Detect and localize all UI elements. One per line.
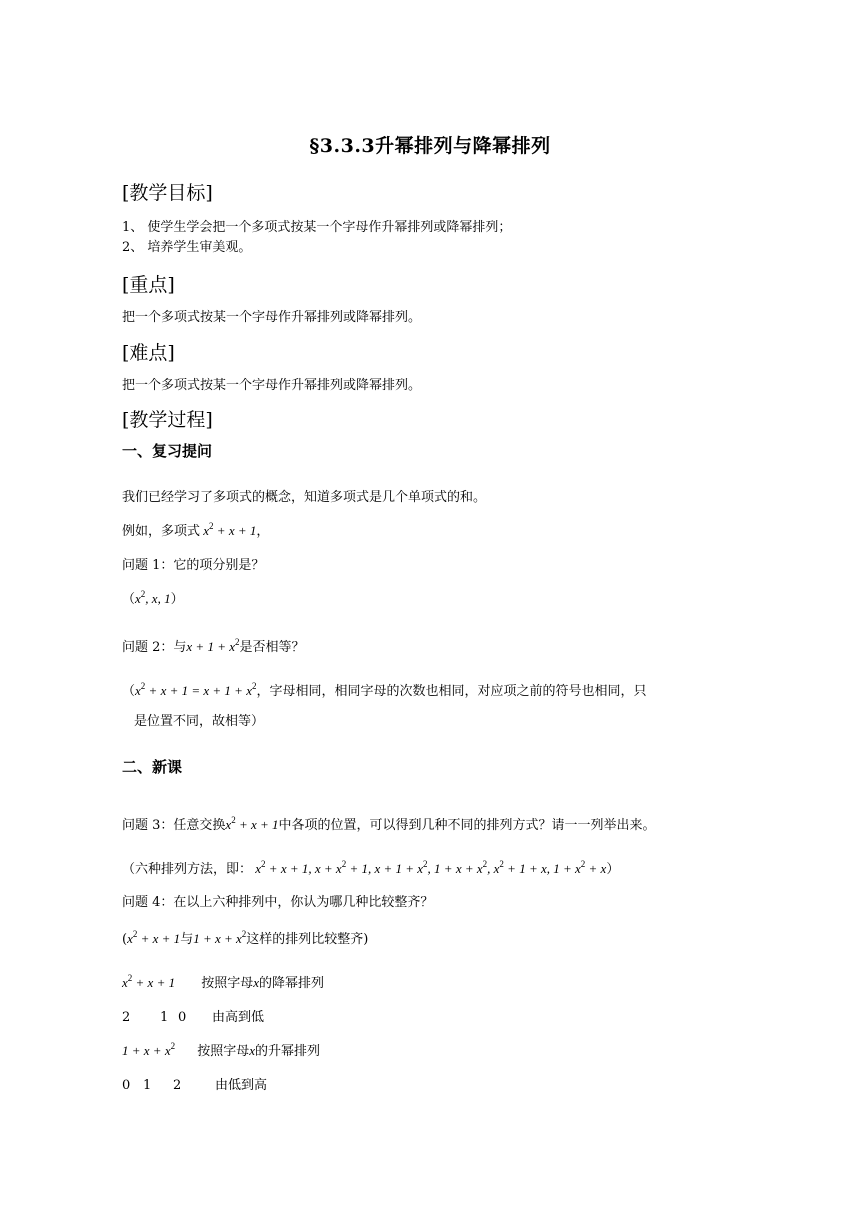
descending-label: 按照字母 xyxy=(201,976,254,991)
descending-expression: $x^2 + x + 1$ xyxy=(122,973,176,990)
descending-label-end: 的降幂排列 xyxy=(259,976,325,991)
goal-item-2: 2、 培养学生审美观。 xyxy=(122,240,252,255)
answer-3 xyxy=(122,858,619,877)
key-text: 把一个多项式按某一个字母作升幂排列或降幂排列。 xyxy=(122,310,422,325)
question-2 xyxy=(122,636,305,655)
variable-x: x xyxy=(249,1043,256,1058)
review-heading: 一、复习提问 xyxy=(122,442,213,460)
ascending-note: 由低到高 xyxy=(215,1078,268,1093)
goal-item-1: 1、 使学生学会把一个多项式按某一个字母作升幂排列或降幂排列； xyxy=(122,220,512,235)
question-1: 问题 1：它的项分别是？ xyxy=(122,558,265,573)
paren-open: （ xyxy=(122,684,136,699)
degree-value: 0 xyxy=(178,1010,187,1025)
degree-value: 2 xyxy=(173,1078,182,1093)
question-3 xyxy=(122,814,656,833)
answer-4-suffix: 这样的排列比较整齐) xyxy=(246,932,369,947)
degree-value: 0 xyxy=(122,1078,131,1093)
equality-expression: $x^2 + x + 1 = x + 1 + x^2$ xyxy=(135,681,257,698)
degree-value: 2 xyxy=(122,1010,131,1025)
paren-open: （ xyxy=(122,592,136,607)
ascending-degrees-row xyxy=(122,1074,267,1093)
answer-2-line-1 xyxy=(122,680,647,699)
paren-open: ( xyxy=(122,932,128,947)
degree-value: 1 xyxy=(143,1078,152,1093)
answer-4-conjunction: 与 xyxy=(180,932,194,947)
process-heading: [教学过程] xyxy=(122,409,213,431)
terms-expression: $x^2$, x, 1 xyxy=(135,589,171,606)
ascending-label: 按照字母 xyxy=(197,1044,250,1059)
degree-value: 1 xyxy=(160,1010,169,1025)
polynomial-expression: $x^2 + x + 1$ xyxy=(200,521,257,538)
answer-4 xyxy=(122,928,368,947)
descending-expression: $x^2 + x + 1$ xyxy=(127,929,181,946)
answer-2-text: ，字母相同，相同字母的次数也相同，对应项之前的符号也相同，只 xyxy=(256,684,647,699)
difficult-heading: [难点] xyxy=(122,342,175,364)
reordered-expression: $x + 1 + x^2$ xyxy=(186,637,240,654)
question-3-suffix: 中各项的位置，可以得到几种不同的排列方式？请一一列举出来。 xyxy=(278,818,656,833)
answer-2-line-2: 是位置不同，故相等） xyxy=(134,714,265,729)
descending-note: 由高到低 xyxy=(212,1010,265,1025)
question-2-suffix: 是否相等？ xyxy=(239,640,305,655)
answer-3-suffix: ） xyxy=(606,862,620,877)
ascending-expression: $1 + x + x^2$ xyxy=(122,1041,176,1058)
question-4: 问题 4：在以上六种排列中，你认为哪几种比较整齐？ xyxy=(122,895,434,910)
six-arrangements-expression: $x^2 + x + 1$, $x + x^2 + 1$, $x + 1 + x^2$, $1 + x + x^2$, $x^2 + 1 + x$, $1 + x^2 + x$ xyxy=(252,859,607,876)
new-lesson-heading: 二、新课 xyxy=(122,758,183,776)
example-prefix: 例如，多项式 xyxy=(122,524,201,539)
descending-row xyxy=(122,972,324,991)
question-2-prefix: 问题 2：与 xyxy=(122,640,187,655)
polynomial-expression: $x^2 + x + 1$ xyxy=(225,815,279,832)
page-title: §3.3.3升幂排列与降幂排列 xyxy=(309,135,551,157)
ascending-expression: $1 + x + x^2$ xyxy=(193,929,247,946)
ascending-label-end: 的升幂排列 xyxy=(255,1044,321,1059)
variable-x: x xyxy=(253,975,260,990)
difficult-text: 把一个多项式按某一个字母作升幂排列或降幂排列。 xyxy=(122,378,422,393)
review-intro: 我们已经学习了多项式的概念，知道多项式是几个单项式的和。 xyxy=(122,490,487,505)
question-3-prefix: 问题 3：任意交换 xyxy=(122,818,226,833)
example-suffix: ， xyxy=(256,524,270,539)
paren-close: ） xyxy=(170,592,184,607)
answer-1 xyxy=(122,588,184,607)
descending-degrees-row xyxy=(122,1006,264,1025)
example-line xyxy=(122,520,269,539)
ascending-row xyxy=(122,1040,320,1059)
goals-heading: [教学目标] xyxy=(122,182,213,204)
key-heading: [重点] xyxy=(122,274,175,296)
answer-3-prefix: （六种排列方法，即： xyxy=(122,862,253,877)
